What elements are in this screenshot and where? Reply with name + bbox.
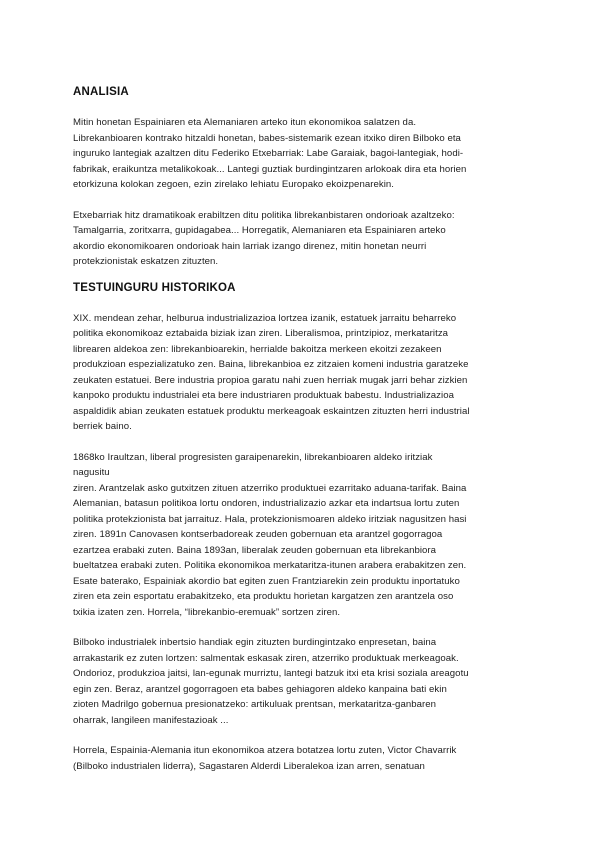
text-line: politika ekonomikoaz eztabaida biziak izan ziren. Liberalismoa, printzipioz, merkataritza (73, 328, 449, 339)
text-line: ezartzea erabaki zuten. Baina 1893an, liberalak zeuden gobernuan eta librekanbiora (73, 544, 437, 556)
text-line: arrakastarik ez zuten lortzen: salmentak eskasak ziren, atzerriko produktuak merkeagoak. (73, 652, 459, 664)
text-line: zioten Madrilgo gobernua presionatzeko: artikuluak prentsan, merkataritza-ganbaren (73, 699, 437, 710)
text-line: Mitin honetan Espainiaren eta Alemaniaren arteko itun ekonomikoa salatzen da. (73, 117, 417, 128)
text-line: zeukaten estatuei. Bere industria propioa garatu nahi zuen herriak mugak jarri behar zizkien (73, 374, 468, 386)
text-line: akordio ekonomikoaren ondorioak hain larriak izango direnez, mitin honetan neurri (73, 240, 427, 252)
text-line: fabrikak, eraikuntza metalikokoak... Lantegi guztiak burdingintzaren arlokoak dira eta horien (73, 163, 467, 175)
paragraph-analisia-2 (73, 208, 533, 270)
paragraph-testuinguru-2 (73, 450, 533, 621)
text-line: oharrak, langileen manifestazioak ... (73, 714, 229, 726)
paragraph-testuinguru-1 (73, 311, 533, 435)
text-line: Ondorioz, produkzioa jaitsi, lan-egunak murriztu, lantegi batzuk itxi eta krisi soziala areagotu (73, 668, 469, 679)
document-page (73, 86, 533, 774)
text-line: ziren. Arantzelak asko gutxitzen zituen atzerriko produktuei ezarritako aduana-tarifak. Baina (73, 482, 467, 494)
paragraph-analisia-1 (73, 115, 533, 193)
text-line: ziren eta zein esportatu erabakitzeko, eta produktu horietan kargatzen zen arantzela oso (73, 591, 454, 602)
paragraph-testuinguru-3 (73, 635, 533, 728)
text-line: Alemanian, batasun politikoa lortu ondoren, industrializazio azkar eta indartsua lortu zuten (73, 498, 460, 509)
text-line: protekzionistak eskatzen zituzten. (73, 256, 219, 267)
text-line: Horrela, Espainia-Alemania itun ekonomikoa atzera botatzea lortu zuten, Victor Chavarrik (73, 745, 457, 756)
section-heading-analisia: ANALISIA (73, 86, 129, 98)
text-line: Bilboko industrialek inbertsio handiak egin zituzten burdingintzako enpresetan, baina (73, 637, 437, 648)
text-line: etorkizuna kolokan zegoen, ezin zirelako lehiatu Europako ekoizpenarekin. (73, 179, 394, 190)
text-line: (Bilboko industrialen liderra), Sagastaren Alderdi Liberalekoa izan arren, senatuan (73, 760, 425, 772)
text-line: aspaldidik abian zeukaten estatuek produktu merkeagoak eskaintzen zituzten herri industrial (73, 405, 470, 417)
text-line: egin zen. Beraz, arantzel gogorragoen eta babes gehiagoren aldeko kanpaina bati ekin (73, 683, 447, 695)
text-line: produkzioan espezializatuko zen. Baina, librekanbioa ez zitzaien komeni industria garatzeke (73, 359, 469, 370)
text-line: Tamalgarria, zoritxarra, gupidagabea... Horregatik, Alemaniaren eta Espainiaren arteko (73, 225, 446, 236)
text-line: bueltatzea erabaki zuten. Politika ekonomikoa merkataritza-itunen arabera erabakitzen zen. (73, 560, 467, 571)
text-line: inguruko lantegiak azaltzen ditu Federiko Etxebarriak: Labe Garaiak, bagoi-lantegiak, hodi- (73, 148, 464, 159)
text-line: berriek baino. (73, 421, 132, 432)
text-line: politika protekzionista bat jarraituz. Hala, protekzionismoaren aldeko iritziak nagusitzen hasi (73, 513, 467, 525)
text-line: kanpoko produktu industrialei eta bere industriaren produktuak babestu. Industrializazioa (73, 390, 454, 401)
text-line: Etxebarriak hitz dramatikoak erabiltzen ditu politika librekanbistaren ondorioak azaltzeko: (73, 209, 455, 221)
text-line: nagusitu (73, 467, 110, 478)
section-heading-testuinguru-historikoa: TESTUINGURU HISTORIKOA (73, 281, 236, 294)
text-line: librearen aldekoa zen: librekanbioarekin, herrialde bakoitza merkeen ekoitzi zezakeen (73, 343, 442, 355)
text-line: Librekanbioaren kontrako hitzaldi honetan, babes-sistemarik ezean itxiko diren Bilboko eta (73, 132, 461, 144)
text-line: XIX. mendean zehar, helburua industrializazioa lortzea izanik, estatuek jarraitu beharreko (73, 312, 457, 324)
text-line: txikia izaten zen. Horrela, “librekanbio-eremuak” sortzen ziren. (73, 606, 341, 618)
paragraph-testuinguru-4 (73, 743, 533, 774)
text-line: 1868ko Iraultzan, liberal progresisten garaipenarekin, librekanbioaren aldeko iritziak (73, 451, 433, 463)
text-line: Esate baterako, Espainiak akordio bat egiten zuen Frantziarekin zein produktu inportatuko (73, 575, 460, 587)
text-line: ziren. 1891n Canovasen kontserbadoreak zeuden gobernuan eta arantzel gogorragoa (73, 529, 443, 540)
